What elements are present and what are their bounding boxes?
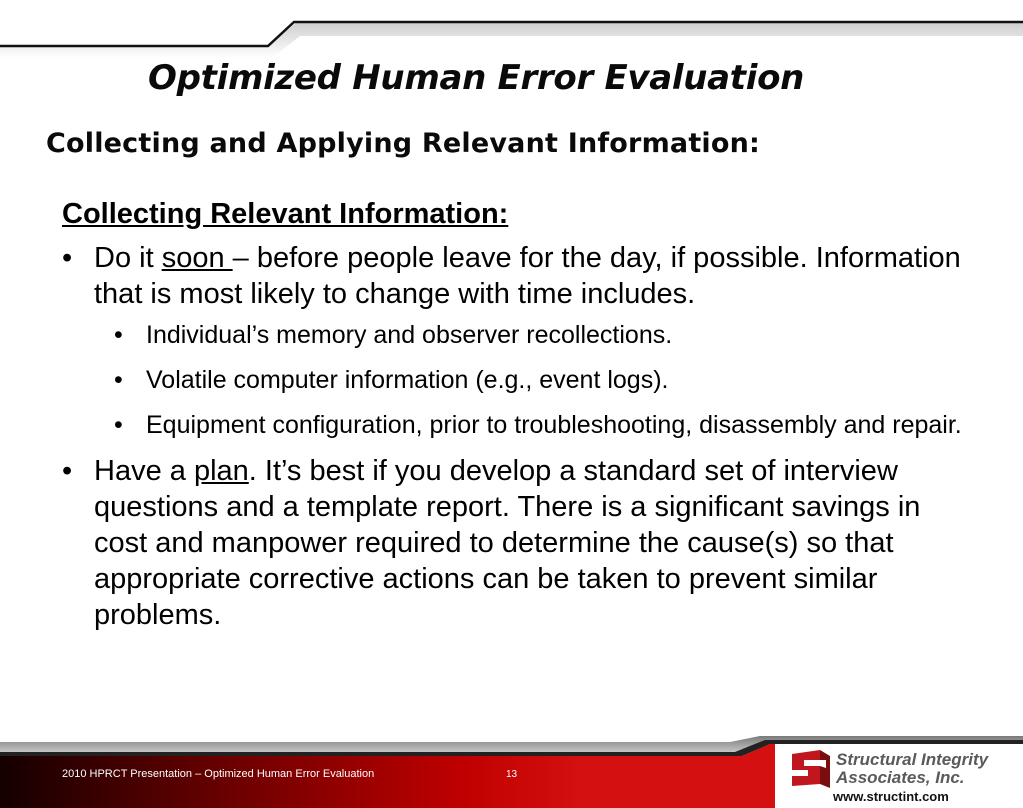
company-name-line1: Structural Integrity: [836, 750, 989, 769]
sub-bullet: [62, 318, 962, 353]
slide-title: Optimized Human Error Evaluation: [148, 58, 805, 98]
bullet-glyph: •: [62, 242, 73, 274]
sub-bullet: [62, 363, 962, 398]
bullet-glyph: •: [114, 411, 123, 439]
sub-bullet-text: Equipment configuration, prior to troubleshooting, disassembly and repair.: [146, 411, 962, 439]
page-number: 13: [506, 769, 518, 780]
bullet-text-pre: Have a: [94, 455, 194, 487]
slide-body: [62, 196, 962, 639]
company-website: www.structint.com: [833, 789, 949, 804]
bullet-have-a-plan: [62, 453, 962, 633]
sub-bullet-text: Volatile computer information (e.g., event logs).: [146, 366, 669, 394]
bullet-glyph: •: [114, 366, 123, 394]
bullet-glyph: •: [114, 321, 123, 349]
footer-presentation-label: 2010 HPRCT Presentation – Optimized Human Error Evaluation: [62, 768, 375, 780]
sub-bullet: [62, 408, 962, 443]
bullet-text-underlined: soon: [161, 242, 233, 274]
company-name-line2: Associates, Inc.: [836, 768, 965, 787]
section-heading: Collecting Relevant Information:: [62, 198, 509, 230]
bullet-text-post: – before people leave for the day, if possible. Information that is most likely to change with time includes.: [94, 242, 961, 310]
company-logo-icon: [790, 748, 832, 788]
bullet-text-post: . It’s best if you develop a standard set of interview questions and a template report. There is a significant savings in cost and manpower required to determine the cause(s) so that appropriate corrective actions can be taken to prevent similar problems.: [94, 455, 921, 631]
header-decoration: [0, 0, 1023, 60]
bullet-text-underlined: plan: [193, 455, 249, 487]
bullet-do-it-soon: [62, 240, 962, 312]
sub-bullet-list: [62, 318, 962, 443]
slide-subtitle: Collecting and Applying Relevant Information:: [46, 128, 761, 159]
bullet-glyph: •: [62, 455, 73, 487]
sub-bullet-text: Individual’s memory and observer recollections.: [146, 321, 673, 349]
bullet-text-pre: Do it: [94, 242, 162, 274]
